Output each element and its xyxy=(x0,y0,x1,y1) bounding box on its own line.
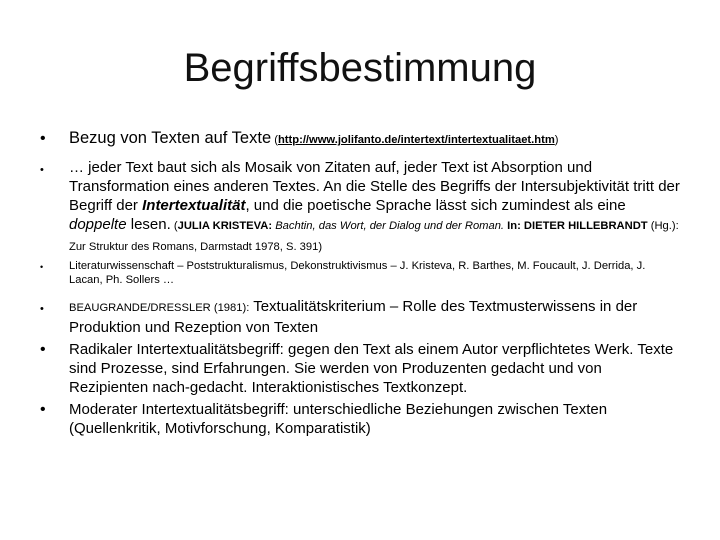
bullet-list xyxy=(40,128,680,438)
quote-text-continued: , und die poetische Sprache lässt sich zumindest als eine xyxy=(245,197,626,214)
citation-in: In: xyxy=(504,220,521,232)
slide-title: Begriffsbestimmung xyxy=(183,46,537,90)
quote-text: … jeder Text baut sich als Mosaik von Zitaten auf, jeder Text ist Absorption und Transformation eines anderen Textes. An die Stelle des Begriffs der Intersubjektivität tritt der Begriff der xyxy=(69,159,680,214)
bullet-item-moderat xyxy=(40,400,680,438)
bullet-text: Bezug von Texten auf Texte xyxy=(69,129,272,147)
bullet-item-kristeva-quote xyxy=(40,158,680,257)
bullet-marker: • xyxy=(40,401,46,418)
bullet-item-literaturwissenschaft xyxy=(40,259,680,287)
bullet-marker: • xyxy=(40,303,44,315)
url-close-paren: ) xyxy=(554,134,559,146)
source-link[interactable]: http://www.jolifanto.de/intertext/intertextualitaet.htm xyxy=(277,134,555,146)
bullet-item-radikal xyxy=(40,340,680,397)
quote-emphasis-doppelte: doppelte xyxy=(69,216,127,233)
quote-emphasis-intertextualitaet: Intertextualität xyxy=(142,197,246,214)
bullet-text: Radikaler Intertextualitätsbegriff: gegen den Text als einem Autor verpflichtetes Werk. Texte sind Prozesse, sind Erfahrungen. Sie werden von Produzenten gedacht und von Rezipienten nach-gedacht. Interaktionistisches Textkonzept. xyxy=(69,341,674,396)
quote-text-end: lesen. xyxy=(126,216,171,233)
url-open-paren: ( xyxy=(271,134,278,146)
bullet-text: Literaturwissenschaft – Poststrukturalismus, Dekonstruktivismus – J. Kristeva, R. Barthes, M. Foucault, J. Derrida, J. Lacan, Ph. Sollers … xyxy=(69,260,646,286)
citation-work: Bachtin, das Wort, der Dialog und der Roman. xyxy=(272,220,505,232)
bullet-marker: • xyxy=(40,164,44,176)
bullet-item-beaugrande xyxy=(40,297,680,337)
bullet-marker: • xyxy=(40,262,44,272)
citation-editor: DIETER HILLEBRANDT xyxy=(520,220,648,232)
citation-open: ( xyxy=(170,220,178,232)
bullet-prefix: BEAUGRANDE/DRESSLER (1981): xyxy=(69,302,250,314)
bullet-text: Textualitätskriterium – Rolle des Textmusterwissens in der Produktion und Rezeption von Texten xyxy=(69,298,638,336)
citation-tail: (Hg.): Zur Struktur des Romans, Darmstadt 1978, S. 391) xyxy=(69,220,679,253)
bullet-marker: • xyxy=(40,130,46,147)
bullet-item-reference xyxy=(40,128,680,151)
bullet-text: Moderater Intertextualitätsbegriff: unterschiedliche Beziehungen zwischen Texten (Quellenkritik, Motivforschung, Komparatistik) xyxy=(69,401,608,437)
citation-author: JULIA KRISTEVA: xyxy=(177,220,273,232)
bullet-marker: • xyxy=(40,341,46,358)
